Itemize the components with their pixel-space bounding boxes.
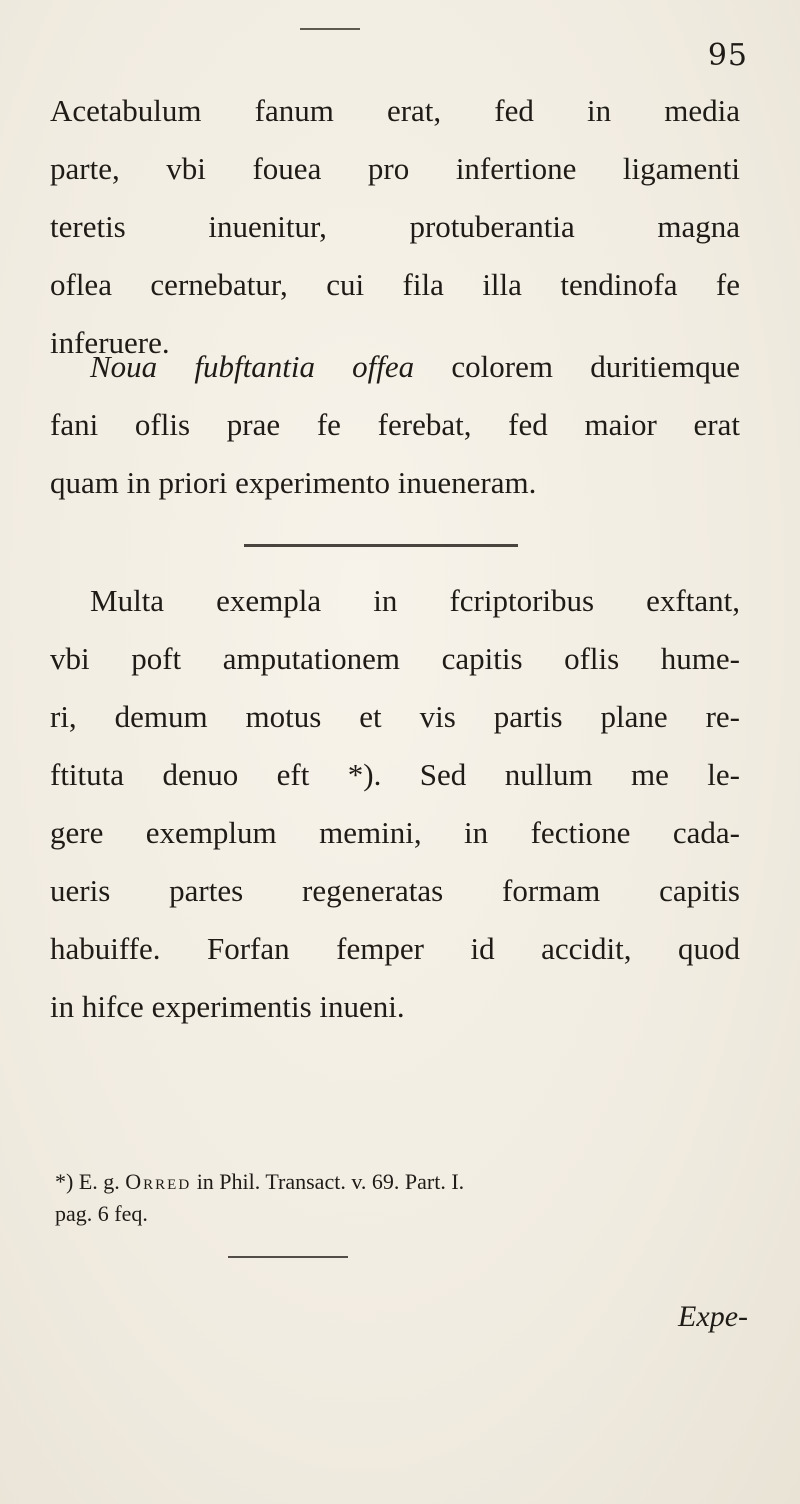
italic-lead: Noua fubftantia offea [90, 349, 415, 384]
text-line: Acetabulum fanum erat, fed in media [50, 93, 740, 128]
text-line: ueris partes regeneratas formam capitis [50, 873, 740, 908]
text-line: oflea cernebatur, cui fila illa tendinofa fe [50, 267, 740, 302]
footnote-marker: *) [55, 1169, 74, 1194]
text-line: habuiffe. Forfan femper id accidit, quod [50, 931, 740, 966]
footnote-prefix: E. g. [78, 1169, 120, 1194]
text-line: teretis inuenitur, protuberantia magna [50, 209, 740, 244]
footnote-line [55, 1166, 745, 1198]
text-line: ri, demum motus et vis partis plane re- [50, 699, 740, 734]
top-rule [300, 28, 360, 30]
text-line: fani oflis prae fe ferebat, fed maior erat [50, 407, 740, 442]
catchword: Expe- [678, 1300, 748, 1333]
footnote-rule [228, 1256, 348, 1258]
paragraph-acetabulum [50, 82, 740, 372]
page-number: 95 [707, 38, 748, 73]
footnote-reference: in Phil. Transact. v. 69. Part. I. [196, 1169, 465, 1194]
text-line [50, 338, 740, 396]
text-line: ftituta denuo eft *). Sed nullum me le- [50, 757, 740, 792]
paragraph-multa-exempla [50, 572, 740, 1036]
footnote-line: pag. 6 feq. [55, 1201, 148, 1226]
text-line: in hifce experimentis inueni. [50, 989, 405, 1024]
line-rest: colorem duritiemque [451, 349, 740, 384]
text-line: vbi poft amputationem capitis oflis hume- [50, 641, 740, 676]
text-line: quam in priori experimento inueneram. [50, 465, 537, 500]
paragraph-noua-substantia [50, 338, 740, 512]
text-line: Multa exempla in fcriptoribus exftant, [90, 583, 740, 618]
text-line: gere exemplum memini, in fectione cada- [50, 815, 740, 850]
text-line: parte, vbi fouea pro infertione ligamenti [50, 151, 740, 186]
section-divider [244, 544, 518, 547]
footnote [55, 1166, 745, 1230]
footnote-author: Orred [125, 1169, 192, 1194]
text-line: inferuere. [50, 325, 170, 360]
